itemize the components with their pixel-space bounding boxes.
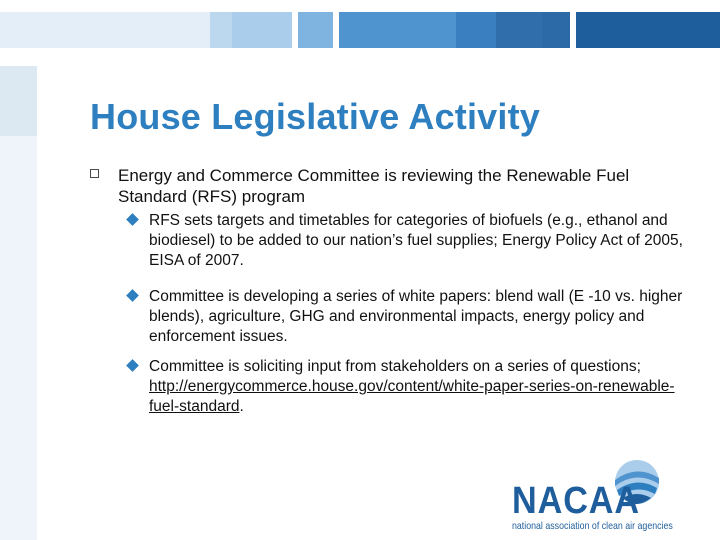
bullet-item	[90, 165, 690, 207]
slide-title: House Legislative Activity	[90, 96, 541, 137]
logo-tagline: national association of clean air agencies	[512, 520, 673, 532]
sub-bullet-text: Committee is developing a series of white papers: blend wall (E -10 vs. higher blends), agriculture, GHG and environmental impacts, energy policy and enforcement issues.	[149, 288, 683, 345]
logo-wordmark: NACAA	[512, 480, 640, 522]
sub-bullet-item	[128, 211, 688, 271]
band-segment	[210, 12, 232, 48]
band-segment	[298, 12, 333, 48]
left-decorative-bar-accent	[0, 66, 37, 136]
left-decorative-bar	[0, 66, 37, 540]
band-segment	[0, 12, 210, 48]
bullet-text: Energy and Commerce Committee is reviewing the Renewable Fuel Standard (RFS) program	[118, 166, 630, 206]
band-segment	[232, 12, 292, 48]
sub-bullet-item	[128, 357, 688, 417]
diamond-bullet-icon	[126, 213, 139, 226]
nacaa-logo	[506, 458, 711, 534]
sub-bullet-text-lead: Committee is soliciting input from stakeholders on a series of questions;	[149, 358, 641, 375]
square-bullet-icon	[90, 169, 99, 178]
sub-bullet-item	[128, 287, 688, 347]
diamond-bullet-icon	[126, 289, 139, 302]
band-segment	[456, 12, 496, 48]
band-segment	[576, 12, 720, 48]
sub-bullet-text	[149, 357, 688, 417]
diamond-bullet-icon	[126, 359, 139, 372]
sub-bullet-text-end: .	[239, 398, 244, 415]
sub-bullet-text: RFS sets targets and timetables for categories of biofuels (e.g., ethanol and biodiesel) to be added to our nation’s fuel supplies; Energy Policy Act of 2005, EISA of 2007.	[149, 212, 683, 269]
band-segment	[339, 12, 456, 48]
band-segment	[496, 12, 542, 48]
rfs-white-paper-link[interactable]: http://energycommerce.house.gov/content/white-paper-series-on-renewable-fuel-standard	[149, 378, 675, 415]
top-decorative-band	[0, 12, 720, 48]
band-segment	[542, 12, 570, 48]
